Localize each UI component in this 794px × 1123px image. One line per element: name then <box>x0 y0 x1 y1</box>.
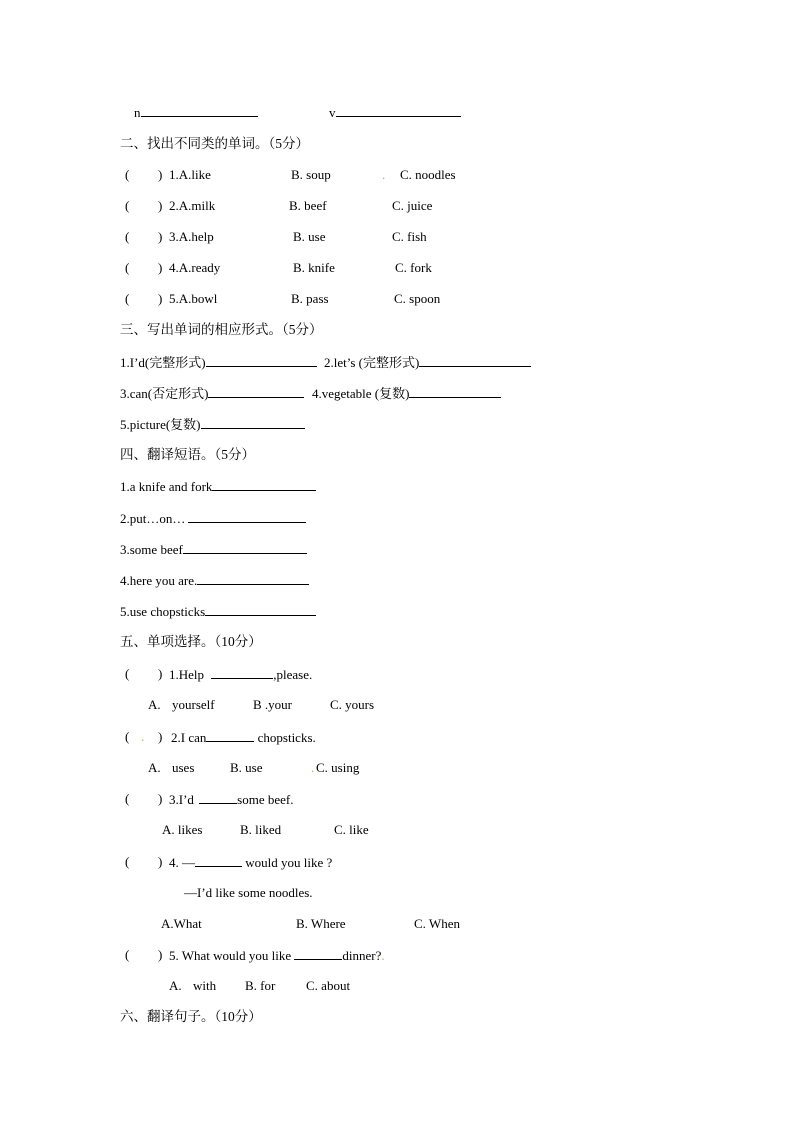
v-label: v <box>329 105 336 120</box>
question-text: 3.I’d <box>169 792 194 807</box>
answer-blank[interactable] <box>188 510 306 523</box>
answer-paren-close: ) <box>158 729 163 744</box>
option-a: A. likes <box>162 822 203 837</box>
option-b: B. beef <box>289 198 327 213</box>
answer-paren-open: ( <box>125 260 130 275</box>
option-a: A. <box>148 697 161 712</box>
section5-title: 五、单项选择。（10分） <box>120 634 262 649</box>
answer-paren-close: ) <box>158 666 163 681</box>
section3-q3 <box>120 385 304 402</box>
n-blank-line <box>134 104 258 121</box>
question-text-tail: some beef. <box>237 792 294 807</box>
option-a: A. <box>169 978 182 993</box>
answer-paren-close: ) <box>158 167 163 182</box>
option-a: 2.A.milk <box>169 198 216 213</box>
question-text: 5. What would you like <box>169 948 292 963</box>
answer-paren-close: ) <box>158 791 163 806</box>
answer-paren-close: ) <box>158 198 163 213</box>
stray-mark: . <box>311 760 315 775</box>
option-b: B. pass <box>291 291 329 306</box>
n-answer-blank[interactable] <box>141 104 258 117</box>
option-a: A. <box>148 760 161 775</box>
answer-blank[interactable] <box>199 791 237 804</box>
option-b: B. knife <box>293 260 335 275</box>
stray-mark: . <box>141 729 145 744</box>
option-c: C. fish <box>392 229 427 244</box>
section3-q1 <box>120 354 317 371</box>
stray-mark: . <box>381 948 385 963</box>
answer-paren-open: ( <box>125 666 130 681</box>
option-c: C. juice <box>392 198 433 213</box>
v-answer-blank[interactable] <box>336 104 461 117</box>
question-text: 5.picture(复数) <box>120 417 201 432</box>
question-text-tail: ,please. <box>273 667 313 682</box>
phrase-text: 2.put…on… <box>120 511 186 526</box>
dialogue-reply: —I’d like some noodles. <box>184 885 313 900</box>
option-c: C. fork <box>395 260 432 275</box>
answer-paren-open: ( <box>125 854 130 869</box>
option-b: B. soup <box>291 167 331 182</box>
option-b: B. for <box>245 978 276 993</box>
mc-question <box>169 947 385 964</box>
option-b: B. liked <box>240 822 282 837</box>
answer-paren-open: ( <box>125 791 130 806</box>
answer-blank[interactable] <box>197 572 309 585</box>
answer-paren-open: ( <box>125 167 130 182</box>
option-a: 4.A.ready <box>169 260 221 275</box>
answer-paren-close: ) <box>158 291 163 306</box>
answer-paren-open: ( <box>125 947 130 962</box>
question-text: 2.let’s (完整形式) <box>324 355 420 370</box>
answer-paren-close: ) <box>158 260 163 275</box>
section3-title: 三、写出单词的相应形式。（5分） <box>120 322 323 337</box>
option-b: B .your <box>253 697 292 712</box>
phrase-text: 4.here you are. <box>120 573 198 588</box>
mc-question <box>169 854 332 871</box>
option-c: C. When <box>414 916 460 931</box>
answer-paren-open: ( <box>125 198 130 213</box>
option-b: B. use <box>230 760 263 775</box>
answer-blank[interactable] <box>205 603 316 616</box>
section2-title: 二、找出不同类的单词。（5分） <box>120 136 309 151</box>
option-c: C. like <box>334 822 369 837</box>
question-text-tail: would you like ? <box>245 855 333 870</box>
section3-q5 <box>120 416 305 433</box>
phrase-text: 5.use chopsticks <box>120 604 206 619</box>
option-c: C. using <box>316 760 360 775</box>
option-b: B. use <box>293 229 326 244</box>
answer-blank[interactable] <box>201 416 305 429</box>
answer-blank[interactable] <box>183 541 307 554</box>
answer-paren-open: ( <box>125 729 130 744</box>
phrase-item <box>120 541 307 558</box>
question-text: 2.I can <box>171 730 207 745</box>
v-blank-line <box>329 104 461 121</box>
option-a: 5.A.bowl <box>169 291 218 306</box>
option-c: C. spoon <box>394 291 441 306</box>
section4-title: 四、翻译短语。（5分） <box>120 447 255 462</box>
option-a: A.What <box>161 916 202 931</box>
answer-blank[interactable] <box>206 354 317 367</box>
stray-mark: . <box>382 167 386 182</box>
answer-blank[interactable] <box>206 729 254 742</box>
section6-title: 六、翻译句子。（10分） <box>120 1009 262 1024</box>
answer-paren-open: ( <box>125 229 130 244</box>
phrase-item <box>120 478 316 495</box>
answer-blank[interactable] <box>211 666 273 679</box>
option-c: C. noodles <box>400 167 456 182</box>
mc-question <box>171 729 316 746</box>
answer-blank[interactable] <box>195 854 242 867</box>
answer-paren-close: ) <box>158 229 163 244</box>
answer-blank[interactable] <box>208 385 304 398</box>
answer-paren-close: ) <box>158 854 163 869</box>
question-text: 4. — <box>169 855 195 870</box>
phrase-text: 1.a knife and fork <box>120 479 213 494</box>
answer-blank[interactable] <box>212 478 316 491</box>
n-label: n <box>134 105 141 120</box>
option-a: 1.A.like <box>169 167 211 182</box>
answer-paren-close: ) <box>158 947 163 962</box>
question-text: 3.can(否定形式) <box>120 386 209 401</box>
option-c: C. yours <box>330 697 375 712</box>
option-a-text: yourself <box>172 697 215 712</box>
phrase-item <box>120 603 316 620</box>
phrase-text: 3.some beef <box>120 542 183 557</box>
question-text: 1.I’d(完整形式) <box>120 355 206 370</box>
section3-q4 <box>312 385 501 402</box>
mc-question <box>169 666 312 683</box>
answer-blank[interactable] <box>409 385 501 398</box>
option-b: B. Where <box>296 916 346 931</box>
answer-blank[interactable] <box>419 354 531 367</box>
question-text: 1.Help <box>169 667 205 682</box>
option-c: C. about <box>306 978 351 993</box>
section3-q2 <box>324 354 531 371</box>
question-text-tail: chopsticks. <box>257 730 316 745</box>
question-text-tail: dinner? <box>342 948 382 963</box>
answer-paren-open: ( <box>125 291 130 306</box>
mc-question <box>169 791 293 808</box>
answer-blank[interactable] <box>294 947 342 960</box>
phrase-item <box>120 572 309 589</box>
option-a: 3.A.help <box>169 229 214 244</box>
option-a-text: with <box>193 978 217 993</box>
question-text: 4.vegetable (复数) <box>312 386 410 401</box>
phrase-item <box>120 510 306 527</box>
option-a-text: uses <box>172 760 195 775</box>
